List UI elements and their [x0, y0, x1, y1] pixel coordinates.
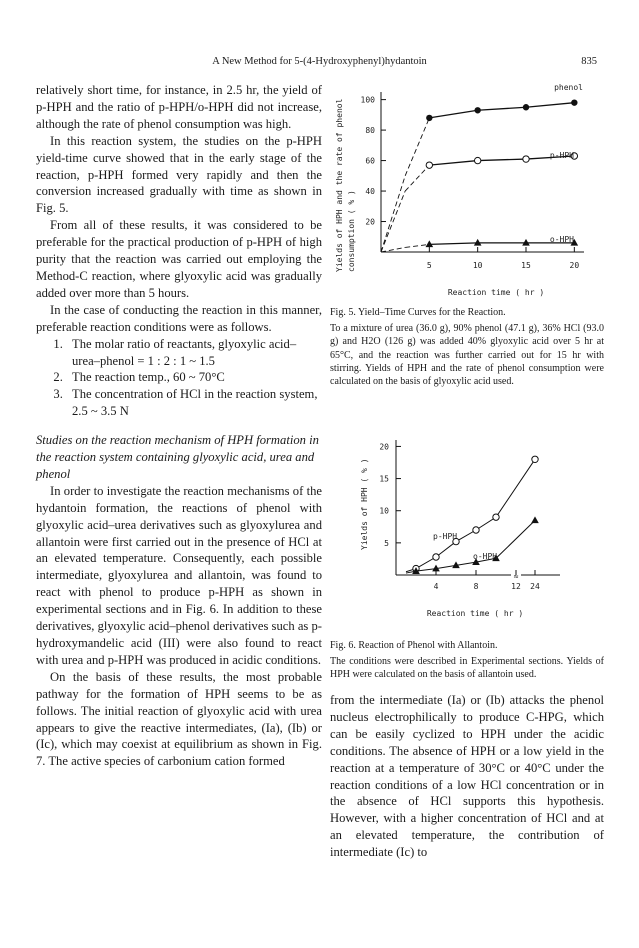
fig5-p-hph-segment [478, 159, 526, 161]
fig6-p-hph-point [433, 554, 439, 560]
fig5-y-tick-label: 80 [365, 126, 375, 136]
fig5-y-tick-label: 100 [360, 95, 375, 105]
fig6-xlabel: Reaction time ( hr ) [426, 609, 524, 618]
fig6-caption-title: Fig. 6. Reaction of Phenol with Allantoin. [330, 640, 498, 651]
paragraph: In order to investigate the reaction mechanisms of the hydantoin formation, the reactions of phenol with glyoxylic acid–urea derivatives such as glyoxylurea and allantoin were first carried out in the presence of HCl at an elevated temperature. Consequently, each possible intermediate, glyoxylurea and allantoin, was found to react with phenol to produce p-HPH as shown in experimental sections and in Fig. 6. In addition to these derivatives, glyoxylic acid–phenol derivatives such as p-hydroxymandelic acid (III) were also found to react with urea and p-HPH was produced in acidic conditions. [36, 483, 322, 667]
fig5-y-tick-label: 60 [365, 156, 375, 166]
fig6-p-hph-label: p-HPH [433, 532, 458, 541]
fig5-chart [330, 82, 630, 297]
fig5-phenol-point [571, 99, 577, 105]
fig6-caption-body: The conditions were described in Experimental sections. Yields of HPH were calculated on the basis of allantoin used. [330, 656, 604, 681]
fig5-phenol-segment [405, 118, 429, 176]
fig6-ylabel: Yields of HPH ( % ) [360, 458, 369, 550]
fig5-y-tick-label: 20 [365, 217, 375, 227]
page-number: 835 [581, 56, 597, 67]
fig6-chart [345, 432, 595, 622]
fig5-phenol-point [474, 107, 480, 113]
fig5-caption-body: To a mixture of urea (36.0 g), 90% phenol (47.1 g), 36% HCl (93.0 g) and H2O (126 g) was added 40% glyoxylic acid over 5 hr at 65°C, and the reaction was further carried out for 15 hr with stirring. Yields of HPH and the rate of phenol consumption were calculated on the basis of glyoxylic acid used. [330, 323, 604, 388]
fig5-o-hph-label: o-HPH [549, 235, 574, 244]
fig6-p-hph-point [473, 527, 479, 533]
fig6-o-hph-point [531, 516, 539, 523]
fig6-o-hph-label: o-HPH [473, 552, 498, 561]
paragraph: From all of these results, it was considered to be preferable for the practical production of p-HPH of high purity that the reaction was carried out employing the Method-C reaction, where glyoxylic acid was gradually added over more than 5 hours. [36, 218, 322, 300]
right-column [330, 692, 604, 861]
fig6-x-tick-label: 24 [530, 582, 540, 591]
fig5-y-tick-label: 40 [365, 187, 375, 197]
condition-item: 3. The concentration of HCl in the reaction system, 2.5 ~ 3.5 N [66, 386, 322, 420]
fig5-phenol-label: phenol [554, 83, 583, 92]
fig5-x-tick-label: 5 [426, 261, 432, 270]
fig5-phenol-point [426, 115, 432, 121]
fig5-o-hph-segment [381, 247, 405, 252]
fig6-y-tick-label: 5 [384, 538, 389, 548]
fig5-x-tick-label: 10 [472, 261, 483, 270]
fig5-caption-title: Fig. 5. Yield–Time Curves for the Reaction. [330, 307, 506, 318]
section-heading: Studies on the reaction mechanism of HPH formation in the reaction system containing glyoxylic acid, urea and phenol [36, 433, 319, 481]
paragraph: from the intermediate (Ia) or (Ib) attacks the phenol nucleus electrophilically to produce C-HPG, which can be easily cyclized to HPH under the acidic conditions. The absence of HPH or a low yield in the reaction at a temperature of 30°C or 40°C under the reaction conditions of a low HCl concentration or in the absence of HCl supports this hypothesis. However, with a higher concentration of HCl and at an elevated temperature, the contribution of intermediate (Ic) to [330, 693, 604, 860]
fig6-p-hph-line [406, 459, 535, 572]
fig6-y-tick-label: 10 [379, 506, 389, 516]
fig5-o-hph-segment [429, 243, 477, 245]
figure-6-caption [330, 639, 604, 682]
fig5-p-hph-point [426, 162, 432, 168]
fig5-phenol-segment [381, 176, 405, 252]
fig6-y-tick-label: 20 [379, 442, 389, 452]
fig6-o-hph-line [406, 520, 535, 573]
fig5-ylabel-line2: consumption ( % ) [347, 190, 356, 272]
paragraph: In this reaction system, the studies on the p-HPH yield-time curve showed that in the early stage of the reaction, p-HPH formed very rapidly and then the conversion increased gradually with time as shown in Fig. 5. [36, 133, 322, 216]
fig6-p-hph-point [493, 514, 499, 520]
fig6-x-tick-label: 8 [473, 582, 479, 591]
fig6-y-tick-label: 15 [379, 474, 389, 484]
fig5-p-hph-point [523, 156, 529, 162]
fig5-phenol-segment [429, 110, 477, 118]
conditions-list [36, 336, 322, 421]
figure-5-caption [330, 306, 604, 388]
fig5-phenol-point [523, 104, 529, 110]
paragraph: In the case of conducting the reaction in this manner, preferable reaction conditions were as follows. [36, 302, 322, 334]
paragraph: relatively short time, for instance, in 2.5 hr, the yield of p-HPH and the ratio of p-HPH/o-HPH did not increase, although the rate of phenol consumption was high. [36, 83, 322, 131]
fig5-p-hph-label: p-HPH [549, 151, 574, 160]
condition-item: 2. The reaction temp., 60 ~ 70°C [66, 369, 322, 386]
fig5-x-tick-label: 15 [521, 261, 531, 270]
fig5-phenol-segment [478, 107, 526, 110]
left-column [36, 82, 322, 770]
fig5-xlabel: Reaction time ( hr ) [447, 288, 545, 297]
fig5-p-hph-segment [405, 165, 429, 191]
fig5-p-hph-segment [429, 161, 477, 166]
fig6-x-tick-label: 4 [433, 582, 439, 591]
paragraph: On the basis of these results, the most probable pathway for the formation of HPH seems to be as follows. The initial reaction of glyoxylic acid with urea appears to give the reactive intermediates, (Ia), (Ib) or (Ic), which may coexist at equilibrium as shown in Fig. 7. The active species of carbonium cation formed [36, 669, 322, 769]
running-header-title: A New Method for 5-(4-Hydroxyphenyl)hydantoin [212, 56, 427, 67]
fig6-x-tick-label: 12 [511, 582, 521, 591]
fig5-x-tick-label: 20 [569, 261, 580, 270]
fig6-p-hph-point [532, 456, 538, 462]
fig5-phenol-segment [526, 103, 574, 108]
condition-item: 1. The molar ratio of reactants, glyoxylic acid–urea–phenol = 1 : 2 : 1 ~ 1.5 [66, 336, 322, 370]
fig5-p-hph-point [474, 157, 480, 163]
fig6-axis-break: ≈ [513, 572, 519, 581]
fig5-ylabel-line1: Yields of HPH and the rate of phenol [335, 98, 344, 272]
